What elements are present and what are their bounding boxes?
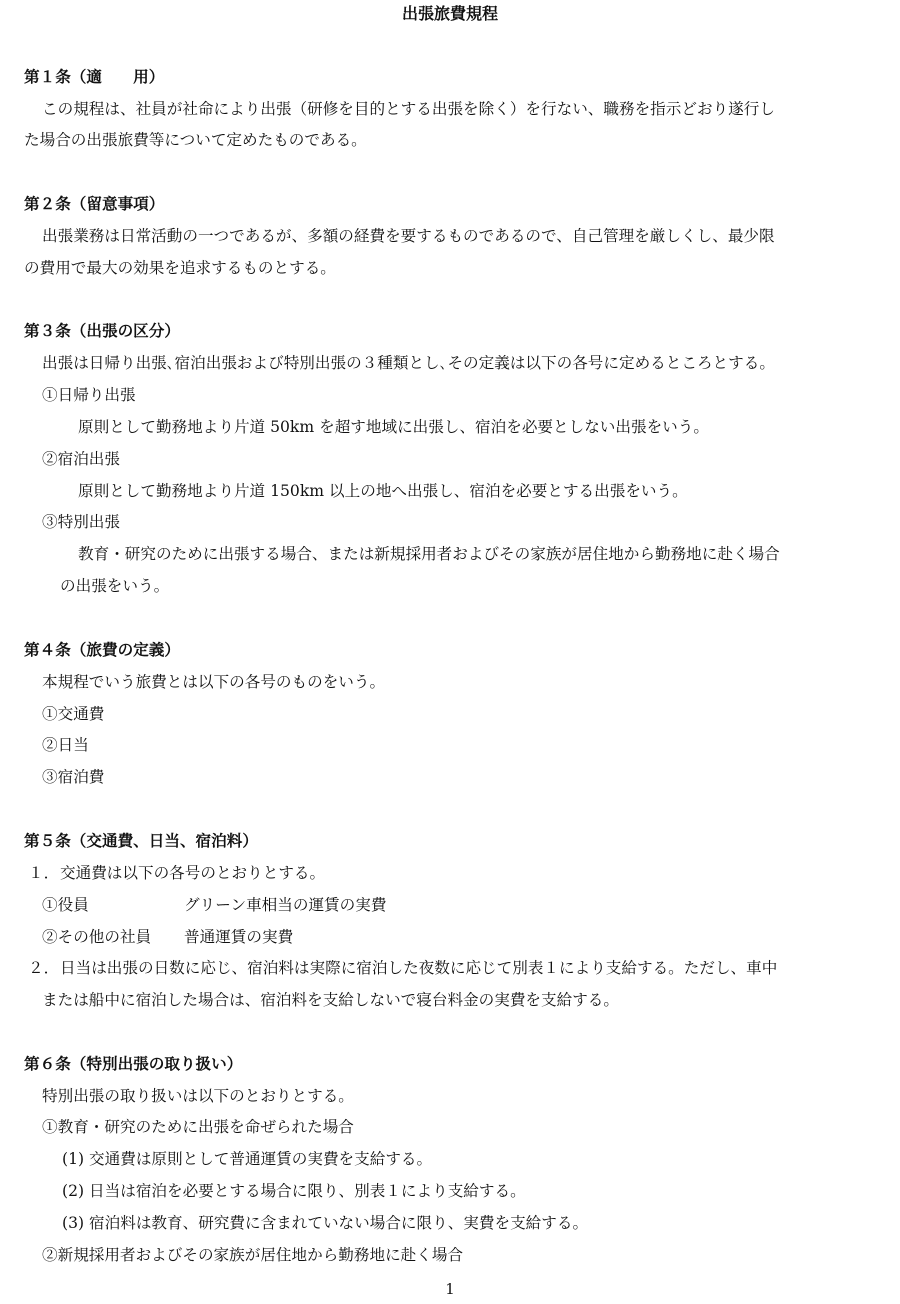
article-5-clause-2-line-2: または船中に宿泊した場合は、宿泊料を支給しないで寝台料金の実費を支給する。 <box>42 991 619 1009</box>
article-4-item-1: ①交通費 <box>42 705 105 723</box>
article-6-item-1: ①教育・研究のために出張を命ぜられた場合 <box>42 1118 354 1136</box>
article-2-heading: 第２条（留意事項） <box>24 195 165 213</box>
article-2-text-line-1: 出張業務は日常活動の一つであるが、多額の経費を要するものであるので、自己管理を厳しくし、最少限 <box>42 227 775 245</box>
article-6-sub-2: (2) 日当は宿泊を必要とする場合に限り、別表１により支給する。 <box>62 1182 526 1200</box>
article-3-item-3: ③特別出張 <box>42 513 120 531</box>
article-4-heading: 第４条（旅費の定義） <box>24 641 180 659</box>
article-3-item-3-desc-line-1: 教育・研究のために出張する場合、または新規採用者およびその家族が居住地から勤務地に赴く場合 <box>78 545 780 563</box>
article-5-clause-2-line-1: 日当は出張の日数に応じ、宿泊料は実際に宿泊した夜数に応じて別表１により支給する。ただし、車中 <box>60 959 778 977</box>
article-5-number-2: ２． <box>28 959 60 977</box>
article-5-row-2-value: 普通運賃の実費 <box>184 928 294 946</box>
article-5-heading: 第５条（交通費、日当、宿泊料） <box>24 832 258 850</box>
article-6-sub-1: (1) 交通費は原則として普通運賃の実費を支給する。 <box>62 1150 433 1168</box>
article-4-text: 本規程でいう旅費とは以下の各号のものをいう。 <box>42 673 386 691</box>
article-5-row-2-label: ②その他の社員 <box>42 928 152 946</box>
article-4-item-2: ②日当 <box>42 736 89 754</box>
article-3-item-2: ②宿泊出張 <box>42 450 120 468</box>
article-2-text-line-2: の費用で最大の効果を追求するものとする。 <box>24 259 336 277</box>
article-1-heading: 第１条（適 用） <box>24 68 165 86</box>
article-3-heading: 第３条（出張の区分） <box>24 322 180 340</box>
article-5-row-1-label: ①役員 <box>42 896 89 914</box>
article-1-text-line-1: この規程は、社員が社命により出張（研修を目的とする出張を除く）を行ない、職務を指示どおり遂行し <box>42 100 775 118</box>
article-5-row-1-value: グリーン車相当の運賃の実費 <box>184 896 387 914</box>
article-3-item-2-desc: 原則として勤務地より片道 150km 以上の地へ出張し、宿泊を必要とする出張をいう。 <box>78 482 688 500</box>
article-3-item-1: ①日帰り出張 <box>42 386 136 404</box>
article-6-sub-3: (3) 宿泊料は教育、研究費に含まれていない場合に限り、実費を支給する。 <box>62 1214 589 1232</box>
article-6-text: 特別出張の取り扱いは以下のとおりとする。 <box>42 1087 354 1105</box>
article-4-item-3: ③宿泊費 <box>42 768 105 786</box>
article-5-clause-1: 交通費は以下の各号のとおりとする。 <box>60 864 326 882</box>
article-5-number-1: １． <box>28 864 60 882</box>
article-6-heading: 第６条（特別出張の取り扱い） <box>24 1055 243 1073</box>
page-number: 1 <box>445 1280 455 1298</box>
document-title: 出張旅費規程 <box>401 4 498 23</box>
article-3-item-3-desc-line-2: の出張をいう。 <box>60 577 170 595</box>
article-3-text: 出張は日帰り出張､宿泊出張および特別出張の３種類とし､その定義は以下の各号に定めるところとする。 <box>42 354 775 372</box>
article-1-text-line-2: た場合の出張旅費等について定めたものである。 <box>24 131 367 149</box>
article-6-item-2: ②新規採用者およびその家族が居住地から勤務地に赴く場合 <box>42 1246 464 1264</box>
article-3-item-1-desc: 原則として勤務地より片道 50km を超す地域に出張し、宿泊を必要としない出張をいう。 <box>78 418 709 436</box>
